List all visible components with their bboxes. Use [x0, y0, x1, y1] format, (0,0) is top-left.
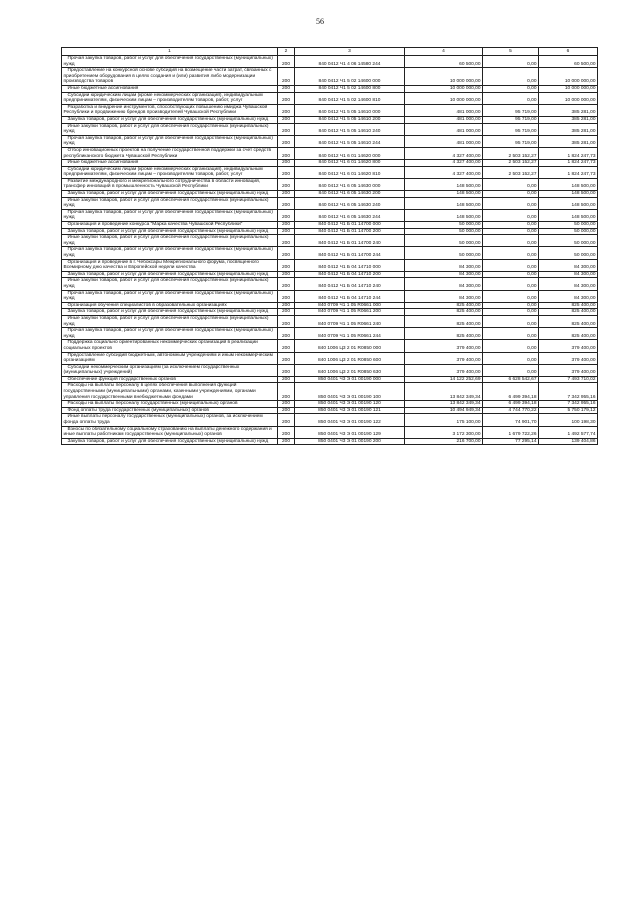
row-planned-amount: 379 400,00 — [405, 352, 483, 364]
row-group: 200 — [278, 135, 295, 147]
row-group: 200 — [278, 166, 295, 178]
row-planned-amount: 10 000 000,00 — [405, 68, 483, 86]
row-remaining-amount: 1 824 247,73 — [539, 160, 598, 167]
row-remaining-amount: 825 400,00 — [539, 309, 598, 316]
row-name: Иные закупки товаров, работ и услуг для обеспечения государственных (муниципальных) нужд — [62, 235, 278, 247]
row-remaining-amount: 1 824 247,73 — [539, 147, 598, 159]
table-row — [62, 68, 598, 86]
row-classification-code: 840 0412 Ч1 Б 01 14700 000 — [295, 222, 405, 229]
row-name: Закупка товаров, работ и услуг для обеспечения государственных (муниципальных) нужд — [62, 271, 278, 278]
row-classification-code: 850 0401 Ч3 Э 01 00190 200 — [295, 438, 405, 445]
row-name: Расходы на выплаты персоналу в целях обеспечения выполнения функций государственными (муниципальными) органами, казенными учреждениями, органами управления государственными внебюджетными фондами — [62, 383, 278, 401]
row-executed-amount: 0,00 — [483, 197, 539, 209]
row-name: Отбор инновационных проектов на получение государственной поддержки за счет средств республиканского бюджета Чувашской Республики — [62, 147, 278, 159]
row-group: 200 — [278, 160, 295, 167]
row-executed-amount: 0,00 — [483, 178, 539, 190]
row-group: 200 — [278, 302, 295, 309]
header-col-3: 3 — [295, 48, 405, 56]
row-executed-amount: 0,00 — [483, 85, 539, 92]
row-group: 200 — [278, 56, 295, 68]
header-col-2: 2 — [278, 48, 295, 56]
row-classification-code: 840 0412 Ч1 5 02 14600 800 — [295, 85, 405, 92]
row-planned-amount: 481 000,00 — [405, 123, 483, 135]
row-remaining-amount: 10 000 000,00 — [539, 85, 598, 92]
row-remaining-amount: 825 400,00 — [539, 315, 598, 327]
row-group: 200 — [278, 340, 295, 352]
row-classification-code: 840 0412 Ч1 Б 01 14700 244 — [295, 247, 405, 259]
table-row — [62, 147, 598, 159]
row-name: Обеспечение функций государственных органов — [62, 376, 278, 383]
row-classification-code: 850 0401 Ч3 Э 01 00190 122 — [295, 414, 405, 426]
row-executed-amount: 6 499 394,18 — [483, 401, 539, 408]
table-row — [62, 247, 598, 259]
row-name: Иные выплаты персоналу государственных (муниципальных) органов, за исключением фонда оплаты труда — [62, 414, 278, 426]
row-name: Организация и проведение в г. Чебоксары Межрегионального форума, посвященного Всемирному дню качества и Европейской недели качества — [62, 259, 278, 271]
table-row — [62, 376, 598, 383]
row-group: 200 — [278, 147, 295, 159]
row-executed-amount: 2 503 152,27 — [483, 160, 539, 167]
row-classification-code: 840 0412 Ч1 6 05 14630 200 — [295, 191, 405, 198]
row-group: 200 — [278, 364, 295, 376]
row-remaining-amount: 148 500,00 — [539, 178, 598, 190]
row-group: 200 — [278, 178, 295, 190]
row-name: Прочая закупка товаров, работ и услуг для обеспечения государственных (муниципальных) нужд — [62, 209, 278, 221]
row-executed-amount: 2 503 152,27 — [483, 147, 539, 159]
header-col-4: 4 — [405, 48, 483, 56]
row-group: 200 — [278, 247, 295, 259]
table-row — [62, 222, 598, 229]
row-group: 200 — [278, 235, 295, 247]
row-group: 200 — [278, 85, 295, 92]
row-group: 200 — [278, 328, 295, 340]
row-classification-code: 850 0401 Ч3 Э 01 00190 000 — [295, 376, 405, 383]
row-executed-amount: 0,00 — [483, 209, 539, 221]
row-remaining-amount: 50 000,00 — [539, 235, 598, 247]
row-name: Взносы по обязательному социальному страхованию на выплаты денежного содержания и иные выплаты работникам государственных (муниципальных) органов — [62, 426, 278, 438]
row-executed-amount: 1 679 722,26 — [483, 426, 539, 438]
row-remaining-amount: 100 198,30 — [539, 414, 598, 426]
row-executed-amount: 6 499 394,18 — [483, 383, 539, 401]
row-remaining-amount: 825 400,00 — [539, 328, 598, 340]
row-name: Организация обучения специалистов в образовательных организациях — [62, 302, 278, 309]
row-planned-amount: 84 300,00 — [405, 271, 483, 278]
row-name: Организация и проведение конкурса "Марка качества Чувашской Республики" — [62, 222, 278, 229]
row-group: 200 — [278, 290, 295, 302]
row-group: 200 — [278, 407, 295, 414]
table-row — [62, 407, 598, 414]
table-body — [62, 56, 598, 445]
header-col-5: 5 — [483, 48, 539, 56]
row-classification-code: 840 1006 Ц3 2 01 R0850 000 — [295, 340, 405, 352]
row-classification-code: 840 0412 Ч1 6 05 14630 244 — [295, 209, 405, 221]
table-row — [62, 364, 598, 376]
table-row — [62, 438, 598, 445]
row-planned-amount: 10 000 000,00 — [405, 92, 483, 104]
row-name: Прочая закупка товаров, работ и услуг для обеспечения государственных (муниципальных) нужд — [62, 56, 278, 68]
row-classification-code: 840 0412 Ч1 5 02 14600 000 — [295, 68, 405, 86]
row-executed-amount: 95 719,00 — [483, 135, 539, 147]
row-group: 200 — [278, 438, 295, 445]
row-remaining-amount: 139 404,86 — [539, 438, 598, 445]
row-remaining-amount: 84 300,00 — [539, 278, 598, 290]
table-row — [62, 340, 598, 352]
row-remaining-amount: 50 000,00 — [539, 247, 598, 259]
table-row — [62, 414, 598, 426]
row-group: 200 — [278, 414, 295, 426]
row-remaining-amount: 84 300,00 — [539, 259, 598, 271]
row-remaining-amount: 84 300,00 — [539, 271, 598, 278]
row-planned-amount: 825 400,00 — [405, 315, 483, 327]
row-planned-amount: 481 000,00 — [405, 116, 483, 123]
row-planned-amount: 148 500,00 — [405, 191, 483, 198]
row-remaining-amount: 5 750 179,12 — [539, 407, 598, 414]
row-group: 200 — [278, 278, 295, 290]
row-executed-amount: 0,00 — [483, 235, 539, 247]
row-classification-code: 840 0709 Ч1 1 05 R0661 000 — [295, 302, 405, 309]
row-planned-amount: 3 172 300,00 — [405, 426, 483, 438]
row-executed-amount: 6 628 542,67 — [483, 376, 539, 383]
row-planned-amount: 825 400,00 — [405, 328, 483, 340]
row-group: 200 — [278, 197, 295, 209]
row-planned-amount: 481 000,00 — [405, 135, 483, 147]
table-row — [62, 278, 598, 290]
row-planned-amount: 825 400,00 — [405, 309, 483, 316]
row-planned-amount: 13 842 349,34 — [405, 401, 483, 408]
row-planned-amount: 4 327 400,00 — [405, 147, 483, 159]
row-planned-amount: 50 000,00 — [405, 235, 483, 247]
row-executed-amount: 0,00 — [483, 364, 539, 376]
row-name: Закупка товаров, работ и услуг для обеспечения государственных (муниципальных) нужд — [62, 228, 278, 235]
row-classification-code: 840 0412 Ч1 5 05 14610 000 — [295, 104, 405, 116]
row-planned-amount: 175 100,00 — [405, 414, 483, 426]
row-planned-amount: 148 500,00 — [405, 197, 483, 209]
row-planned-amount: 216 700,00 — [405, 438, 483, 445]
row-planned-amount: 148 500,00 — [405, 178, 483, 190]
row-group: 200 — [278, 315, 295, 327]
row-group: 200 — [278, 191, 295, 198]
row-remaining-amount: 148 500,00 — [539, 191, 598, 198]
table-row — [62, 85, 598, 92]
row-remaining-amount: 148 500,00 — [539, 197, 598, 209]
row-executed-amount: 0,00 — [483, 271, 539, 278]
row-planned-amount: 13 842 349,34 — [405, 383, 483, 401]
row-remaining-amount: 7 342 955,16 — [539, 383, 598, 401]
row-executed-amount: 4 744 770,22 — [483, 407, 539, 414]
row-group: 200 — [278, 92, 295, 104]
table-row — [62, 302, 598, 309]
row-executed-amount: 95 719,00 — [483, 104, 539, 116]
row-classification-code: 840 0412 Ч1 Б 01 14700 200 — [295, 228, 405, 235]
row-group: 200 — [278, 68, 295, 86]
table-header — [62, 48, 598, 56]
row-planned-amount: 84 300,00 — [405, 259, 483, 271]
row-planned-amount: 481 000,00 — [405, 104, 483, 116]
table-row — [62, 104, 598, 116]
row-name: Иные закупки товаров, работ и услуг для обеспечения государственных (муниципальных) нужд — [62, 315, 278, 327]
row-executed-amount: 0,00 — [483, 340, 539, 352]
row-executed-amount: 0,00 — [483, 328, 539, 340]
row-planned-amount: 50 000,00 — [405, 228, 483, 235]
row-planned-amount: 60 500,00 — [405, 56, 483, 68]
row-classification-code: 840 1006 Ц3 2 01 R0850 600 — [295, 352, 405, 364]
row-planned-amount: 84 300,00 — [405, 290, 483, 302]
row-classification-code: 840 0412 Ч1 5 02 14600 810 — [295, 92, 405, 104]
table-row — [62, 271, 598, 278]
row-executed-amount: 2 503 152,27 — [483, 166, 539, 178]
row-executed-amount: 74 901,70 — [483, 414, 539, 426]
table-row — [62, 191, 598, 198]
table-row — [62, 209, 598, 221]
row-remaining-amount: 7 342 955,16 — [539, 401, 598, 408]
row-group: 200 — [278, 401, 295, 408]
row-remaining-amount: 379 400,00 — [539, 364, 598, 376]
table-row — [62, 166, 598, 178]
row-executed-amount: 77 295,14 — [483, 438, 539, 445]
row-remaining-amount: 10 000 000,00 — [539, 68, 598, 86]
row-executed-amount: 0,00 — [483, 56, 539, 68]
row-name: Разработка и внедрение инструментов, способствующих повышению имиджа Чувашской Республики и продвижению брендов производителей Чувашской Республики — [62, 104, 278, 116]
row-remaining-amount: 60 500,00 — [539, 56, 598, 68]
row-remaining-amount: 50 000,00 — [539, 228, 598, 235]
table-row — [62, 328, 598, 340]
table-row — [62, 352, 598, 364]
row-remaining-amount: 148 500,00 — [539, 209, 598, 221]
row-remaining-amount: 1 824 247,73 — [539, 166, 598, 178]
table-row — [62, 259, 598, 271]
row-name: Субсидии юридическим лицам (кроме некоммерческих организаций), индивидуальным предпринимателям, физическим лицам – производителям товаров, работ, услуг — [62, 166, 278, 178]
table-row — [62, 228, 598, 235]
row-classification-code: 840 0412 Ч1 Б 04 14710 000 — [295, 259, 405, 271]
page-number: 56 — [316, 17, 324, 26]
table-row — [62, 426, 598, 438]
row-classification-code: 840 0412 Ч1 5 05 14610 244 — [295, 135, 405, 147]
row-remaining-amount: 825 400,00 — [539, 302, 598, 309]
row-name: Иные закупки товаров, работ и услуг для обеспечения государственных (муниципальных) нужд — [62, 278, 278, 290]
row-planned-amount: 148 500,00 — [405, 209, 483, 221]
row-executed-amount: 0,00 — [483, 191, 539, 198]
table-row — [62, 315, 598, 327]
row-classification-code: 850 0401 Ч3 Э 01 00190 129 — [295, 426, 405, 438]
table-row — [62, 92, 598, 104]
table-row — [62, 116, 598, 123]
row-name: Иные бюджетные ассигнования — [62, 160, 278, 167]
row-name: Прочая закупка товаров, работ и услуг для обеспечения государственных (муниципальных) нужд — [62, 328, 278, 340]
row-planned-amount: 825 400,00 — [405, 302, 483, 309]
row-name: Субсидии некоммерческим организациям (за исключением государственных (муниципальных) учреждений) — [62, 364, 278, 376]
table-row — [62, 235, 598, 247]
row-remaining-amount: 84 300,00 — [539, 290, 598, 302]
row-planned-amount: 379 400,00 — [405, 340, 483, 352]
table-row — [62, 56, 598, 68]
row-name: Закупка товаров, работ и услуг для обеспечения государственных (муниципальных) нужд — [62, 309, 278, 316]
row-remaining-amount: 385 281,00 — [539, 116, 598, 123]
row-planned-amount: 4 327 400,00 — [405, 160, 483, 167]
row-planned-amount: 10 000 000,00 — [405, 85, 483, 92]
row-name: Закупка товаров, работ и услуг для обеспечения государственных (муниципальных) нужд — [62, 438, 278, 445]
header-col-6: 6 — [539, 48, 598, 56]
row-classification-code: 850 0401 Ч3 Э 01 00190 120 — [295, 401, 405, 408]
row-executed-amount: 0,00 — [483, 68, 539, 86]
row-classification-code: 840 0412 Ч1 5 05 14610 200 — [295, 116, 405, 123]
row-name: Прочая закупка товаров, работ и услуг для обеспечения государственных (муниципальных) нужд — [62, 247, 278, 259]
row-planned-amount: 50 000,00 — [405, 247, 483, 259]
row-executed-amount: 0,00 — [483, 228, 539, 235]
row-executed-amount: 0,00 — [483, 92, 539, 104]
row-classification-code: 840 0412 Ч1 6 01 14620 800 — [295, 160, 405, 167]
table-row — [62, 123, 598, 135]
row-classification-code: 840 0412 Ч1 4 06 14580 244 — [295, 56, 405, 68]
row-remaining-amount: 10 000 000,00 — [539, 92, 598, 104]
row-planned-amount: 10 494 949,34 — [405, 407, 483, 414]
row-executed-amount: 0,00 — [483, 290, 539, 302]
row-group: 200 — [278, 209, 295, 221]
row-name: Поддержка социально ориентированных некоммерческих организаций в реализации социальных проектов — [62, 340, 278, 352]
table-row — [62, 290, 598, 302]
header-row — [62, 48, 598, 56]
row-classification-code: 840 0709 Ч1 1 05 R0661 244 — [295, 328, 405, 340]
row-classification-code: 850 0401 Ч3 Э 01 00190 121 — [295, 407, 405, 414]
row-classification-code: 840 0709 Ч1 1 05 R0661 240 — [295, 315, 405, 327]
row-group: 200 — [278, 104, 295, 116]
row-executed-amount: 95 719,00 — [483, 123, 539, 135]
row-group: 200 — [278, 352, 295, 364]
row-name: Развитие международного и межрегионального сотрудничества в области инноваций, трансфер инноваций в промышленность Чувашской Республики — [62, 178, 278, 190]
row-name: Иные бюджетные ассигнования — [62, 85, 278, 92]
row-executed-amount: 95 719,00 — [483, 116, 539, 123]
row-executed-amount: 0,00 — [483, 259, 539, 271]
row-name: Закупка товаров, работ и услуг для обеспечения государственных (муниципальных) нужд — [62, 116, 278, 123]
budget-execution-table — [61, 47, 598, 445]
row-executed-amount: 0,00 — [483, 278, 539, 290]
row-group: 200 — [278, 426, 295, 438]
row-name: Предоставление субсидий бюджетным, автономным учреждениям и иным некоммерческим организациям — [62, 352, 278, 364]
row-classification-code: 840 0412 Ч1 6 01 14620 000 — [295, 147, 405, 159]
row-name: Предоставление на конкурсной основе субсидий на возмещение части затрат, связанных с приобретением оборудования в целях создания и (или) развития либо модернизации производства товаров — [62, 68, 278, 86]
row-group: 200 — [278, 123, 295, 135]
row-classification-code: 850 0401 Ч3 Э 01 00190 100 — [295, 383, 405, 401]
row-executed-amount: 0,00 — [483, 309, 539, 316]
row-group: 200 — [278, 309, 295, 316]
table-row — [62, 160, 598, 167]
row-planned-amount: 14 122 252,69 — [405, 376, 483, 383]
row-name: Субсидии юридическим лицам (кроме некоммерческих организаций), индивидуальным предпринимателям, физическим лицам – производителям товаров, работ, услуг — [62, 92, 278, 104]
row-remaining-amount: 7 493 710,02 — [539, 376, 598, 383]
row-name: Закупка товаров, работ и услуг для обеспечения государственных (муниципальных) нужд — [62, 191, 278, 198]
row-remaining-amount: 379 400,00 — [539, 340, 598, 352]
row-classification-code: 840 0412 Ч1 6 05 14630 240 — [295, 197, 405, 209]
row-name: Иные закупки товаров, работ и услуг для обеспечения государственных (муниципальных) нужд — [62, 197, 278, 209]
row-group: 200 — [278, 383, 295, 401]
header-col-1: 1 — [62, 48, 278, 56]
row-name: Расходы на выплаты персоналу государственных (муниципальных) органов — [62, 401, 278, 408]
row-group: 200 — [278, 116, 295, 123]
row-group: 200 — [278, 271, 295, 278]
table-row — [62, 401, 598, 408]
row-executed-amount: 0,00 — [483, 247, 539, 259]
table-row — [62, 383, 598, 401]
row-remaining-amount: 50 000,00 — [539, 222, 598, 229]
row-group: 200 — [278, 376, 295, 383]
table-row — [62, 135, 598, 147]
row-name: Иные закупки товаров, работ и услуг для обеспечения государственных (муниципальных) нужд — [62, 123, 278, 135]
table-row — [62, 309, 598, 316]
row-executed-amount: 0,00 — [483, 352, 539, 364]
row-classification-code: 840 0412 Ч1 5 05 14610 240 — [295, 123, 405, 135]
table-row — [62, 178, 598, 190]
row-name: Фонд оплаты труда государственных (муниципальных) органов — [62, 407, 278, 414]
row-classification-code: 840 0412 Ч1 Б 01 14700 240 — [295, 235, 405, 247]
table-row — [62, 197, 598, 209]
row-classification-code: 840 0412 Ч1 Б 04 14710 244 — [295, 290, 405, 302]
row-group: 200 — [278, 259, 295, 271]
row-planned-amount: 379 400,00 — [405, 364, 483, 376]
row-name: Прочая закупка товаров, работ и услуг для обеспечения государственных (муниципальных) нужд — [62, 135, 278, 147]
row-classification-code: 840 1006 Ц3 2 01 R0850 630 — [295, 364, 405, 376]
row-classification-code: 840 0412 Ч1 6 05 14630 000 — [295, 178, 405, 190]
row-planned-amount: 4 327 400,00 — [405, 166, 483, 178]
row-group: 200 — [278, 222, 295, 229]
row-executed-amount: 0,00 — [483, 302, 539, 309]
row-classification-code: 840 0412 Ч1 Б 04 14710 240 — [295, 278, 405, 290]
row-remaining-amount: 1 492 577,74 — [539, 426, 598, 438]
row-remaining-amount: 385 281,00 — [539, 123, 598, 135]
row-executed-amount: 0,00 — [483, 222, 539, 229]
row-classification-code: 840 0412 Ч1 6 01 14620 810 — [295, 166, 405, 178]
row-remaining-amount: 385 281,00 — [539, 104, 598, 116]
row-name: Прочая закупка товаров, работ и услуг для обеспечения государственных (муниципальных) нужд — [62, 290, 278, 302]
row-remaining-amount: 379 400,00 — [539, 352, 598, 364]
row-classification-code: 840 0709 Ч1 1 05 R0661 200 — [295, 309, 405, 316]
row-executed-amount: 0,00 — [483, 315, 539, 327]
row-remaining-amount: 385 281,00 — [539, 135, 598, 147]
row-planned-amount: 84 300,00 — [405, 278, 483, 290]
row-planned-amount: 50 000,00 — [405, 222, 483, 229]
row-group: 200 — [278, 228, 295, 235]
row-classification-code: 840 0412 Ч1 Б 04 14710 200 — [295, 271, 405, 278]
